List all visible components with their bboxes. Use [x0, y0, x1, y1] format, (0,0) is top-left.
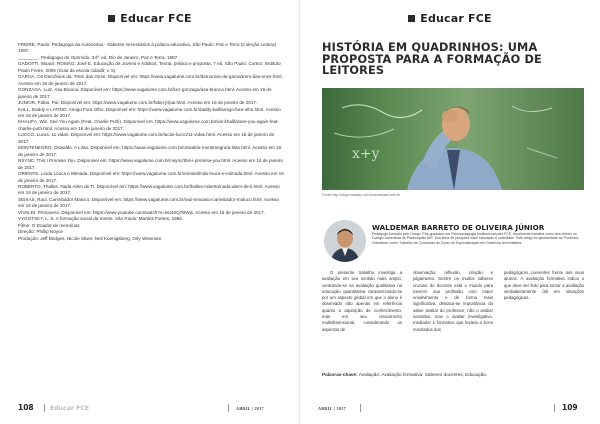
right-footer-date: ABRIL | 2017 [318, 406, 347, 411]
header-square-icon [408, 15, 415, 22]
photo-caption: Fonte: http://blogs.estadao.com.br/acessado.com.br [322, 193, 401, 197]
reference-item: GONZAGA, Luiz. Asa Branca. Disponível em: https://www.vagalume.com.br/luiz-gonzaga/asa-branca.html. Acesso em 16 de janeiro de 2017. [18, 87, 272, 99]
reference-item: ROBERTO, Thalles. Nada Além de Ti. Disponível em: https://www.vagalume.com.br/thalles-roberto/nada-alem-de-ti.html. Acesso em 16 de janeiro de 2017. [18, 183, 280, 196]
author-avatar [324, 220, 366, 262]
reference-item: JUNIOR, Fábio. Pai. Disponível em: https://www.vagalume.com.br/fabio-jr/pai.html. Acesso em 16 de janeiro de 2017. [18, 100, 258, 106]
abstract-column: observação, reflexão, criação e julgamento. Dentre os muitos saberes cruciais do docente está o mundo para exercer sua profissão com maior envolvimento e de forma mais significativa, destaca-se importância do saber avaliar do professor; não o avaliar somativo, mas o avaliar investigativo, mediador e formativo que levaria a bons resultados dos [413, 270, 493, 332]
footer-divider [360, 404, 361, 412]
reference-item: NSYNC. This I Promise You. Disponível em: https://www.vagalume.com.br/nsync/this-i-promise-you.html. Acesso em 16 de janeiro de 2017. [18, 158, 283, 170]
abstract-column: O presente trabalho investiga a avaliação em seu sentido mais amplo, centrando-se na avaliação qualitativa na educação quantitativa caracterizando-se por um aspecto global em que o aluno é observado não apenas em referência quanto a aquisição de conhecimento, mas em seu crescimento multidimensional, considerando os aspectos de [322, 270, 402, 332]
left-footer-magazine: Educar FCE [50, 405, 90, 412]
author-name: WALDEMAR BARRETO DE OLIVEIRA JÚNIOR [372, 223, 545, 232]
header-title: Educar FCE [420, 12, 492, 25]
reference-item: VIVALDI. Primavera. Disponível em: https://www.youtube.com/watch?v=MJ40Q7BWjs. Acesso em 16 de janeiro de 2017. [18, 209, 265, 215]
reference-item: Filme: O Doador de memórias [18, 222, 80, 228]
abstract-column: pedagógicos coerentes frente aos seus alunos. A avaliação formativa indica o que deve ser feito para tornar a avaliação verdadeiramente útil em situações pedagógicas. [504, 270, 584, 301]
abstract-columns [322, 270, 584, 360]
header-title: Educar FCE [120, 12, 192, 25]
author-block [322, 218, 584, 264]
right-page [300, 0, 600, 424]
reference-item: FREIRE, Paulo. Pedagogia da Autonomia - Saberes necessários à prática educativa, São Paulo: Paz e Terra (Coleção Leitura) 1997. [18, 42, 277, 54]
header-square-icon [108, 15, 115, 22]
left-page-header [0, 12, 300, 25]
reference-item: Direção: Phillip Noyce [18, 229, 63, 235]
article-title: HISTÓRIA EM QUADRINHOS: UMA PROPOSTA PARA A FORMAÇÃO DE LEITORES [322, 41, 542, 77]
left-footer-date: ABRIL | 2017 [236, 406, 265, 411]
svg-text:x+y: x+y [352, 146, 380, 162]
left-page-number: 108 [18, 403, 34, 412]
article-photo [322, 88, 584, 190]
teacher-photo-illustration [322, 88, 584, 190]
footer-divider [228, 404, 229, 412]
keywords-line [322, 372, 584, 377]
footer-divider [44, 404, 45, 412]
reference-item: LUCCO, Lucas. 11 vidas. Disponível em: https://www.vagalume.com.br/lucas-lucco/11-vidas.html. Acesso em 16 de janeiro de 2017. [18, 132, 275, 144]
reference-item: SEIXAS, Raul. Carimbador Maluco. Disponível em: https://www.vagalume.com.br/raul-seixas/o-carimbador-maluco.html. Acesso em 16 de janeiro de 2017. [18, 196, 279, 209]
reference-item: MONTENEGRO, Oswaldo. A Lista. Disponível em: https://www.vagalume.com.br/oswaldo-montenegro/a-lista.html. Acesso em 16 de janeiro de 2017. [18, 145, 282, 157]
reference-item: KALL, Daddy e LATINO. Amigo Fura Olho. Disponível em: https://www.vagalume.com.br/daddy-kall/amigo-fura-olho.html. Acesso em 16 de janeiro de 2017. [18, 106, 281, 118]
reference-item: Produção: Jeff Bridges, Nicole Silver, Neil Koenigsberg, Orly Wiseman [18, 235, 162, 241]
right-page-number: 109 [562, 403, 578, 412]
reference-item: ORIENTE. Linda Louca e Mimada. Disponível em: https://www.vagalume.com.br/oriente/linda-louca-e-mimada.html. Acesso em 16 de janeiro de 2017. [18, 171, 284, 183]
reference-item: VYGOTSKY, L. S. A formação social da mente. São Paulo: Martins Fontes, 1984. [18, 216, 184, 222]
reference-item: GADOTTI, Moacir. ROMÃO, José E. Educação de Jovens e Adultos: Teoria, prática e proposta. 7 ed. São Paulo: Cortez: Instituto Paulo Freire, 2005 (Guia da escola cidadã; v. 5). [18, 61, 281, 73]
reference-item: ________. Pedagogia do Oprimido. 34ª. ed. Rio de Janeiro, Paz e Terra, 1987. [18, 54, 179, 60]
right-page-header [300, 12, 600, 25]
author-portrait-illustration [324, 220, 366, 262]
reference-item: KHALIFA, Wiz. See You Again (Feat. Charlie Puth). Disponível em: https://www.vagalume.com.br/wiz-khalifa/see-you-again-feat-charlie-puth.html. Acesso em 16 de janeiro de 2017. [18, 119, 279, 131]
keywords-label: Palavras-chave: [322, 372, 358, 377]
reference-item: GAROA. Os Demônios da. Trem das Onze. Disponível em: https://www.vagalume.com.br/demonios-da-garoa/trem-das-onze.html. Acesso em 16 de janeiro de 2017. [18, 74, 283, 86]
author-bio: Pedagogo formado pelo Unasp. Pós-graduado em Psicopedagogia Institucional pela FCE. Atualmente trabalha como vice-diretor no Colégio Adventista de Paraisópolis-MG. Sua linha de pesquisa inclui educação e sociedade. Este artigo foi apresentado ao Professor Orientador como Trabalho de Conclusão do Curso de Especialização em Docência Universitária. [372, 232, 579, 245]
footer-divider [554, 404, 555, 412]
references-list [18, 42, 286, 242]
keywords-text: Avaliação; Avaliação formativa; Saberes docentes; Educação. [358, 372, 488, 377]
